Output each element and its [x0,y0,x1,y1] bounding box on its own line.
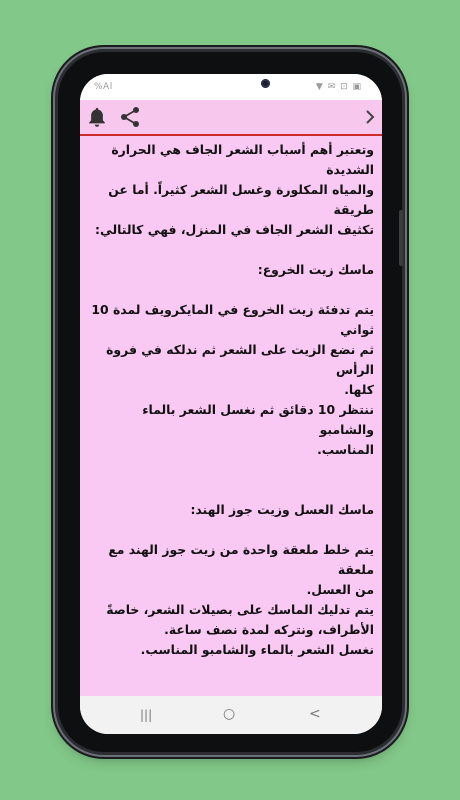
phone-screen [80,74,382,734]
article-line: تكثيف الشعر الجاف في المنزل، فهي كالتالي: [95,222,374,237]
recents-button[interactable]: ||| [140,708,153,722]
article-line: كلها. [344,382,374,397]
article-line [86,660,374,680]
article-line [86,480,374,500]
status-bar [80,74,382,100]
article-line: ننتظر 10 دقائق ثم نغسل الشعر بالماء والشامبو [142,402,374,437]
article-line [86,280,374,300]
back-button[interactable]: < [309,706,321,722]
article-line: نغسل الشعر بالماء والشامبو المناسب. [140,642,374,657]
bell-icon[interactable] [86,105,108,129]
article-line: من العسل. [306,582,374,597]
article-line: وتعتبر أهم أسباب الشعر الجاف هي الحرارة الشديدة [111,142,374,177]
article-line: يتم خلط ملعقة واحدة من زيت جوز الهند مع ملعقة [108,542,374,577]
article-line [86,520,374,540]
article-line: ماسك زيت الخروع: [257,262,374,277]
status-icons: ▼ ✉ ⊡ ▣ [315,82,362,92]
article-line: يتم تدفئة زيت الخروع في المايكرويف لمدة 10 ثواني [91,302,374,337]
article-line: يتم تدليك الماسك على بصيلات الشعر، خاصةً [106,602,374,617]
article-line: الأطراف، ونتركه لمدة نصف ساعة. [164,622,374,637]
article-line: ماسك العسل وزيت جوز الهند: [190,502,374,517]
article-line: المناسب. [317,442,374,457]
status-left-text: %Al [94,82,113,92]
article-scroll-area[interactable] [80,136,382,696]
article-text [80,136,382,696]
chevron-right-icon[interactable] [364,109,376,125]
article-line [86,680,374,696]
front-camera [261,79,270,88]
article-line [86,460,374,480]
article-line [86,240,374,260]
system-nav-bar [80,696,382,734]
phone-side-button [399,210,403,266]
app-bar [80,100,382,136]
share-icon[interactable] [118,105,142,129]
home-button[interactable]: ○ [223,706,236,722]
article-line: والمياه المكلورة وغسل الشعر كثيراً. أما عن طريقة [108,182,374,217]
article-line: ثم نضع الزيت على الشعر ثم ندلكه في فروة الرأس [106,342,374,377]
